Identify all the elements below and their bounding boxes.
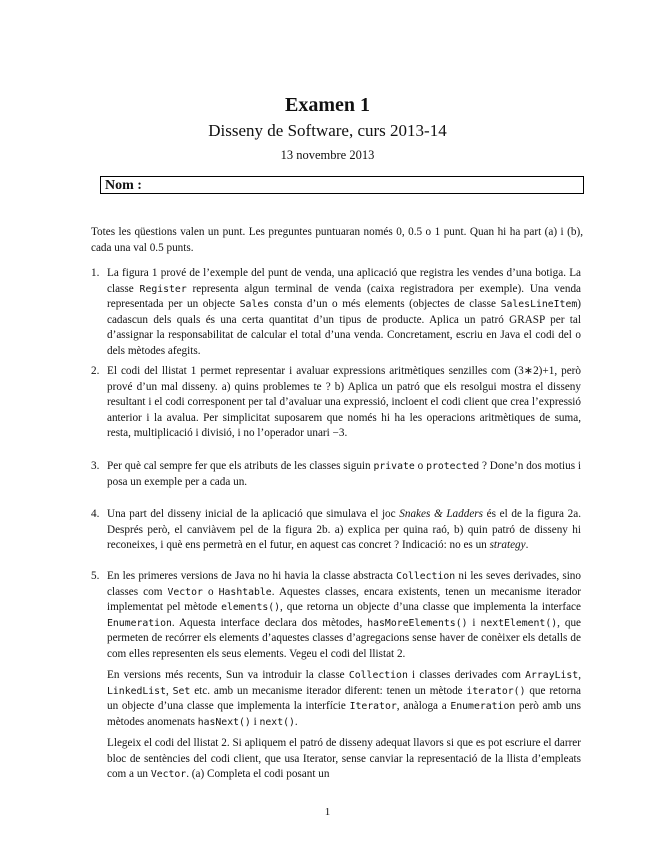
exam-date: 13 novembre 2013 [280,148,375,162]
page-number: 1 [324,806,331,818]
question-2 [91,364,581,448]
exam-subtitle: Disseny de Software, curs 2013-14 [208,121,447,140]
question-paragraph-1: En les primeres versions de Java no hi havia la classe abstracta Collection ni les seves derivades, sino classes com Vector o Hashtable. Aquestes classes, encara existents, tenen un mecanisme iterador implementat pel mètode elements(), que retorna un objecte d’una classe que implementa la interface Enumeration. Aquesta interface declara dos mètodes, hasMoreElements() i nextElement(), que permeten de recórrer els elements d’aquestes classes d’agregacions sense haver de conèixer els detalls de com elles representen els seus elements. Vegeu el codi del llistat 2. [107,570,582,660]
question-number: 3. [91,460,100,472]
name-field[interactable] [100,176,584,194]
question-paragraph-3: Llegeix el codi del llistat 2. Si apliquem el patró de disseny adequat llavors si que es pot escriure el darrer bloc de sentències del codi client, que usa Iterator, sense canviar la representació de la llista d’empleats com a un Vector. (a) Completa el codi posant un [107,737,581,780]
name-label: Nom : [105,178,142,193]
question-number: 1. [91,267,100,279]
question-number: 4. [91,508,100,520]
question-number: 5. [91,570,100,582]
question-4 [91,507,581,560]
question-text: Una part del disseny inicial de la aplicació que simulava el joc Snakes & Ladders és el de la figura 2a. Després però, el canviàvem pel de la figura 2b. a) explica per quina raó, b) quin patró de disseny hi reconeixes, i què ens permetrà en el futur, en aquest cas concret ? Indicació: no es un strategy. [107,508,581,551]
exam-title: Examen 1 [285,94,370,116]
question-paragraph-2: En versions més recents, Sun va introduir la classe Collection i classes derivades com ArrayList, LinkedList, Set etc. amb un mecanisme iterador diferent: tenen un mètode iterator() que retorna un objecte d’una classe que implementa la interfície Iterator, anàloga a Enumeration però amb uns mètodes anomenats hasNext() i next(). [107,669,581,728]
question-3 [91,459,581,496]
intro-paragraph: Totes les qüestions valen un punt. Les preguntes puntuaran només 0, 0.5 o 1 punt. Quan hi ha part (a) i (b), cada una val 0.5 punts. [91,226,583,254]
question-1 [91,266,581,365]
question-5 [91,569,582,789]
question-text: Per què cal sempre fer que els atributs de les classes siguin private o protected ? Done’n dos motius i posa un exemple per a cada un. [107,460,581,488]
question-text: El codi del llistat 1 permet representar i avaluar expressions aritmètiques senzilles com (3∗2)+1, però prové d’un mal disseny. a) quins problemes te ? b) Aplica un patró que els resolgui mostra el disseny resultant i el codi corresponent per tal d’avaluar una expressió, incloent el codi client que crea l’expressió anterior i la avalua. Per simplicitat suposarem que només hi ha les operacions aritmètiques de suma, resta, multiplicació i divisió, i no l’operador unari −3. [107,365,581,439]
question-number: 2. [91,365,100,377]
question-text: La figura 1 prové de l’exemple del punt de venda, una aplicació que registra les vendes d’una botiga. La classe Register representa algun terminal de venda (caixa registradora per exemple). Una venda representada per un objecte Sales consta d’un o més elements (objectes de classe SalesLineItem) cadascun dels quals és una certa quantitat d’un tipus de producte. Aplica un patró GRASP per tal d’assignar la responsabilitat de calcular el total d’una venda. Concretament, escriu en Java el codi del o dels mètodes afegits. [107,267,581,357]
